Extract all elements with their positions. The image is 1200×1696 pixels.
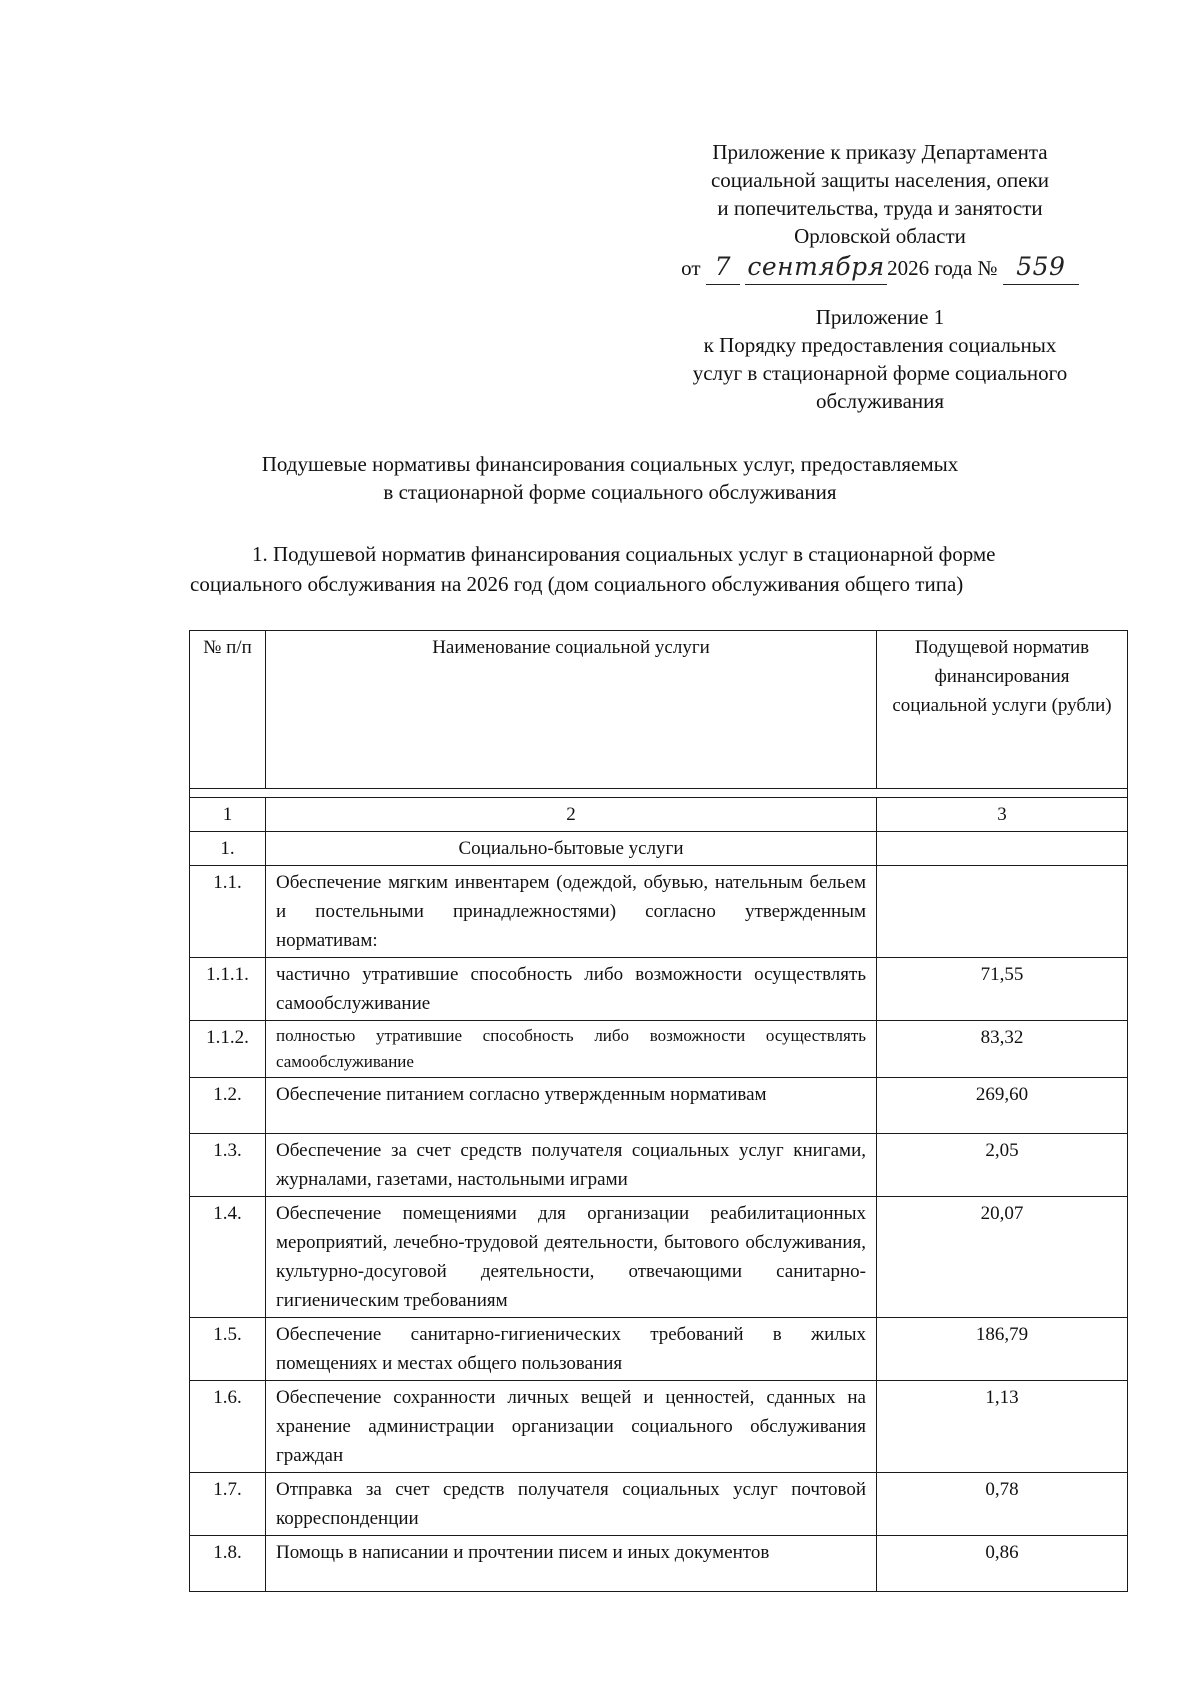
appendix-line-3: услуг в стационарной форме социального: [692, 361, 1068, 385]
row-service-name: Обеспечение питанием согласно утвержденным нормативам: [266, 1078, 877, 1134]
row-number: 1.4.: [190, 1197, 266, 1318]
column-numbers-row: [190, 798, 1128, 832]
row-norm-value: 186,79: [877, 1318, 1128, 1381]
row-norm-value: 2,05: [877, 1134, 1128, 1197]
table-row: [190, 1078, 1128, 1134]
row-service-name: Обеспечение за счет средств получателя социальных услуг книгами, журналами, газетами, настольными играми: [266, 1134, 877, 1197]
date-year-text: 2026 года №: [887, 256, 998, 280]
section-line-1: 1. Подушевой норматив финансирования социальных услуг в стационарной форме: [252, 542, 996, 566]
row-norm-value: 83,32: [877, 1021, 1128, 1078]
document-title: [190, 450, 1030, 506]
appendix-block: [640, 303, 1120, 415]
table-row: [190, 1318, 1128, 1381]
order-date-line: [640, 250, 1120, 284]
norms-table: [189, 630, 1128, 1592]
row-norm-value: 269,60: [877, 1078, 1128, 1134]
row-number: 1.6.: [190, 1381, 266, 1473]
approval-line-2: социальной защиты населения, опеки: [710, 168, 1050, 192]
row-norm-value: 71,55: [877, 958, 1128, 1021]
approval-block: [640, 138, 1120, 284]
table-row: [190, 1197, 1128, 1318]
table-header: [190, 631, 1128, 832]
header-num: № п/п: [190, 631, 266, 789]
row-norm-value: 0,78: [877, 1473, 1128, 1536]
row-number: 1.5.: [190, 1318, 266, 1381]
section-line-2: социального обслуживания на 2026 год (дом социального обслуживания общего типа): [190, 572, 964, 596]
header-gap-cell: [190, 789, 1128, 798]
column-number-2: 2: [266, 798, 877, 832]
date-prefix: от: [681, 256, 701, 280]
row-number: 1.1.2.: [190, 1021, 266, 1078]
row-number: 1.3.: [190, 1134, 266, 1197]
row-service-name: частично утратившие способность либо возможности осуществлять самообслуживание: [266, 958, 877, 1021]
row-service-name: полностью утратившие способность либо возможности осуществлять самообслуживание: [266, 1021, 877, 1078]
row-number: 1.: [190, 832, 266, 866]
header-name: Наименование социальной услуги: [266, 631, 877, 789]
row-norm-value: 0,86: [877, 1536, 1128, 1592]
approval-line-3: и попечительства, труда и занятости: [717, 196, 1043, 220]
header-gap: [190, 789, 1128, 798]
section-heading: [190, 539, 1110, 599]
title-line-2: в стационарной форме социального обслуживания: [383, 480, 837, 504]
appendix-line-1: Приложение 1: [815, 305, 945, 329]
row-service-name: Отправка за счет средств получателя социальных услуг почтовой корреспонденции: [266, 1473, 877, 1536]
row-number: 1.1.: [190, 866, 266, 958]
table-row: [190, 1536, 1128, 1592]
table-row: [190, 958, 1128, 1021]
row-service-name: Социально-бытовые услуги: [266, 832, 877, 866]
approval-line-4: Орловской области: [794, 224, 966, 248]
column-number-1: 1: [190, 798, 266, 832]
row-service-name: Обеспечение санитарно-гигиенических требований в жилых помещениях и местах общего пользования: [266, 1318, 877, 1381]
table-header-row: [190, 631, 1128, 789]
header-value: Подущевой норматив финансирования социальной услуги (рубли): [877, 631, 1128, 789]
row-number: 1.1.1.: [190, 958, 266, 1021]
row-norm-value: [877, 832, 1128, 866]
table-row: [190, 1473, 1128, 1536]
column-number-3: 3: [877, 798, 1128, 832]
table-row: [190, 1381, 1128, 1473]
appendix-line-4: обслуживания: [815, 389, 945, 413]
row-service-name: Помощь в написании и прочтении писем и иных документов: [266, 1536, 877, 1592]
handwritten-date-month: сентября: [745, 250, 887, 285]
row-service-name: Обеспечение помещениями для организации реабилитационных мероприятий, лечебно-трудовой деятельности, бытового обслуживания, культурно-досуговой деятельности, отвечающими санитарно-гигиеническим требованиям: [266, 1197, 877, 1318]
table-row: [190, 866, 1128, 958]
approval-line-1: Приложение к приказу Департамента: [712, 140, 1048, 164]
row-service-name: Обеспечение мягким инвентарем (одеждой, обувью, нательным бельем и постельными принадлежностями) согласно утвержденным нормативам:: [266, 866, 877, 958]
table-row: [190, 832, 1128, 866]
row-norm-value: 20,07: [877, 1197, 1128, 1318]
handwritten-order-number: 559: [1003, 250, 1079, 285]
table-row: [190, 1021, 1128, 1078]
row-norm-value: [877, 866, 1128, 958]
table-row: [190, 1134, 1128, 1197]
row-number: 1.2.: [190, 1078, 266, 1134]
row-service-name: Обеспечение сохранности личных вещей и ценностей, сданных на хранение администрации организации социального обслуживания граждан: [266, 1381, 877, 1473]
appendix-line-2: к Порядку предоставления социальных: [703, 333, 1057, 357]
row-norm-value: 1,13: [877, 1381, 1128, 1473]
row-number: 1.8.: [190, 1536, 266, 1592]
title-line-1: Подушевые нормативы финансирования социальных услуг, предоставляемых: [261, 452, 959, 476]
handwritten-date-day: 7: [706, 250, 740, 285]
row-number: 1.7.: [190, 1473, 266, 1536]
table-body: [190, 832, 1128, 1592]
